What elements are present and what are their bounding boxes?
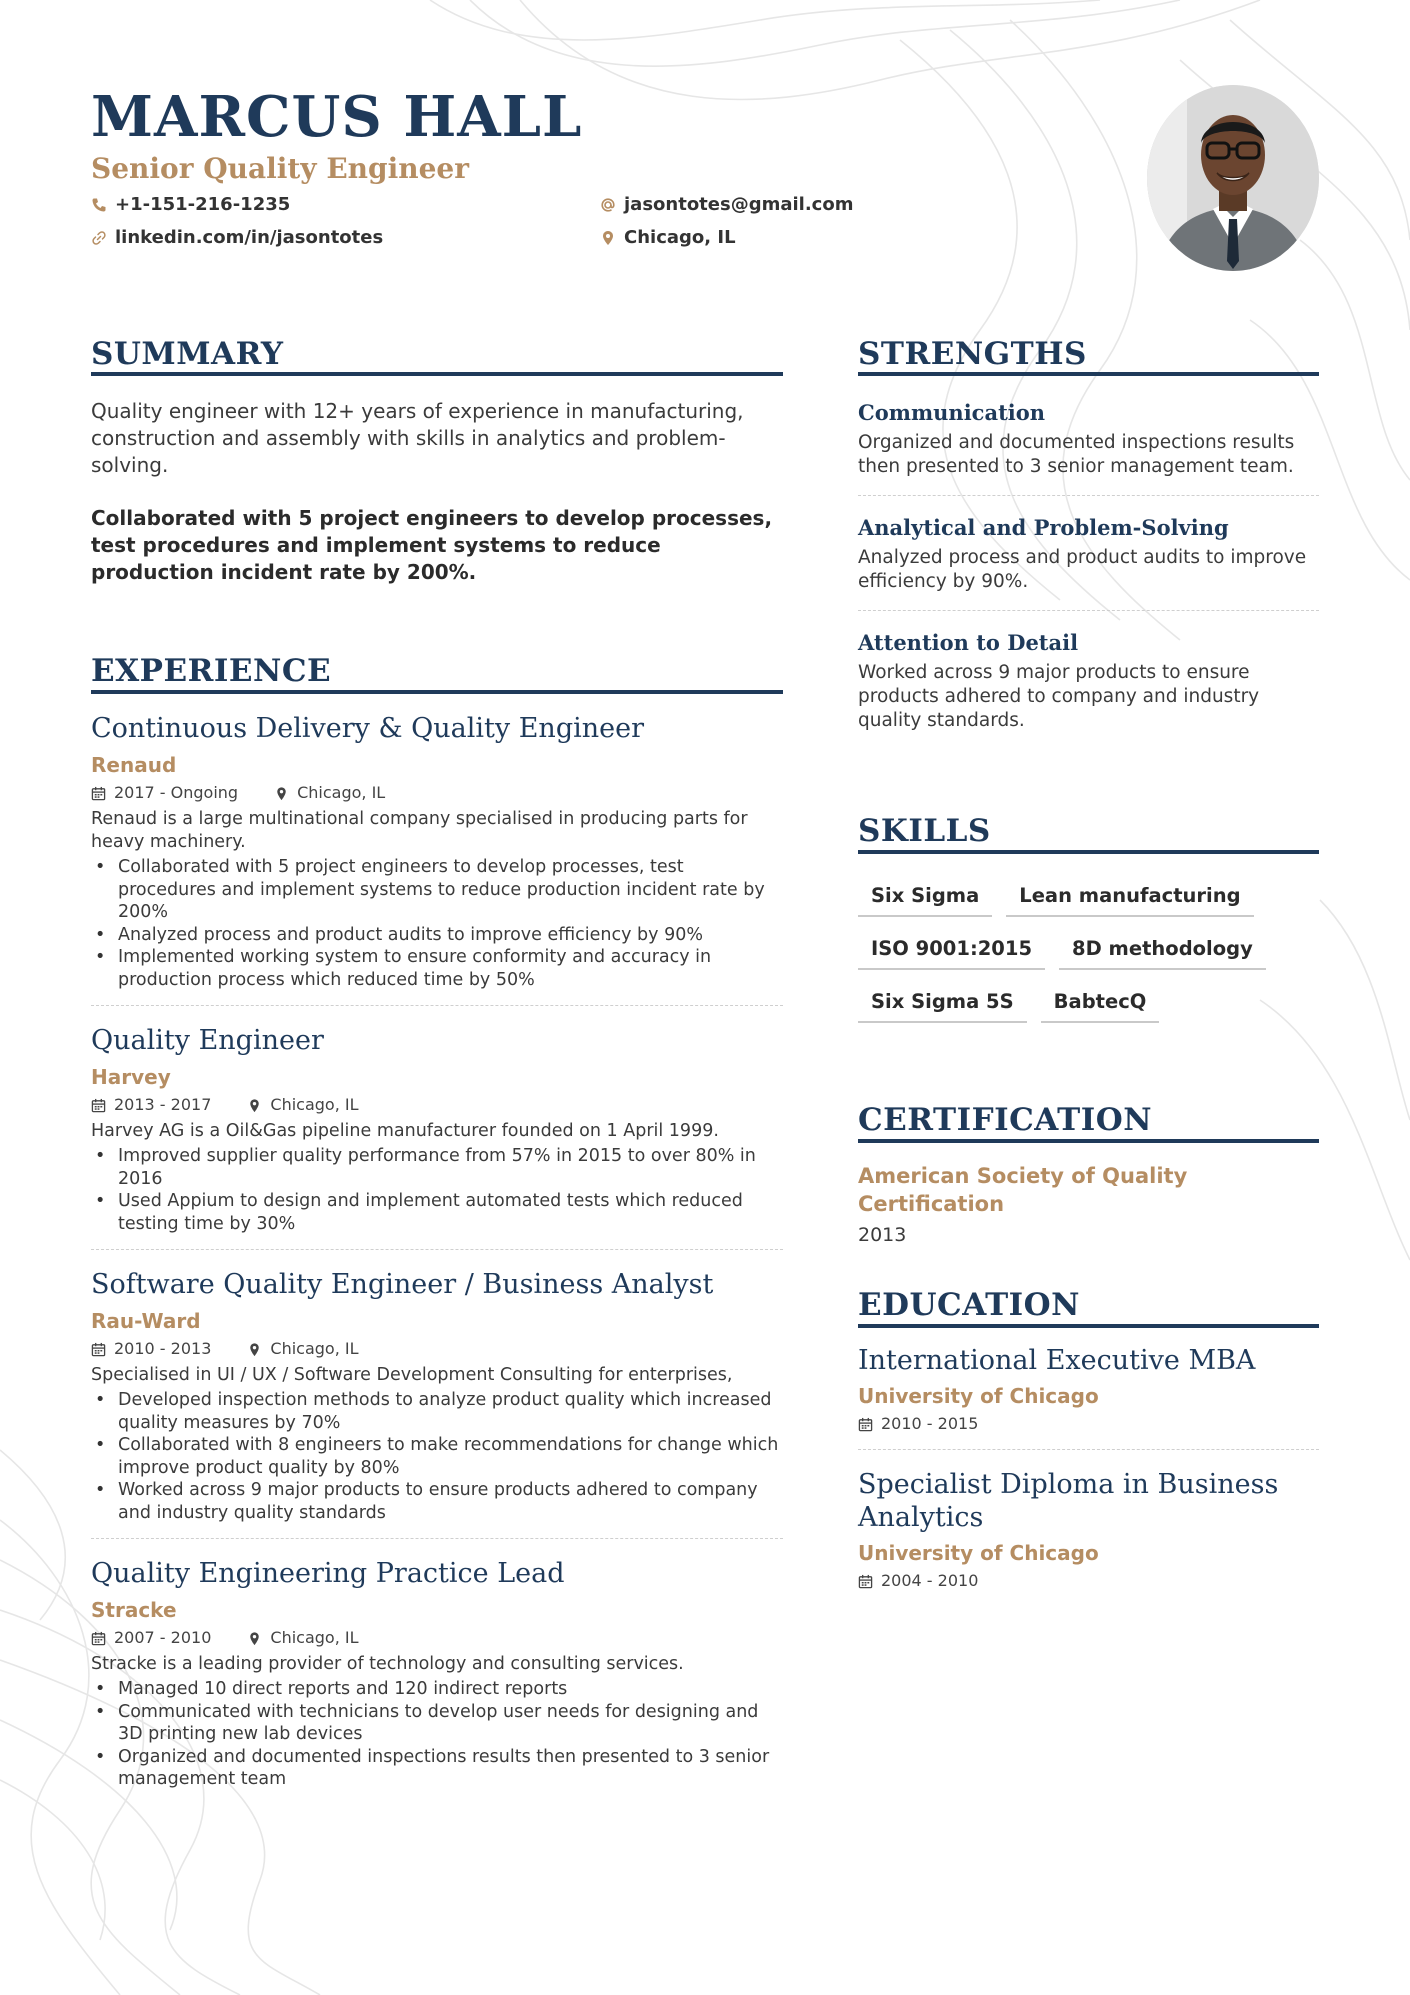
job-bullets <box>91 1145 783 1235</box>
job-description: Renaud is a large multinational company specialised in producing parts for heavy machinery. <box>91 809 748 852</box>
job-location: Chicago, IL <box>270 1095 359 1114</box>
job-dates: 2013 - 2017 <box>114 1095 212 1114</box>
skill-tag: BabtecQ <box>1041 990 1160 1023</box>
skill-tag: Lean manufacturing <box>1006 884 1253 917</box>
education-dates: 2010 - 2015 <box>881 1414 979 1433</box>
experience-item <box>91 1268 783 1539</box>
experience-heading: EXPERIENCE <box>91 653 332 689</box>
at-icon <box>600 197 616 213</box>
candidate-title: Senior Quality Engineer <box>91 152 469 185</box>
job-title: Continuous Delivery & Quality Engineer <box>91 713 644 744</box>
job-company: Stracke <box>91 1598 177 1622</box>
job-company: Harvey <box>91 1065 171 1089</box>
phone-text: +1-151-216-1235 <box>115 194 291 215</box>
strength-item <box>858 399 1319 496</box>
job-location: Chicago, IL <box>297 783 386 802</box>
job-company: Rau-Ward <box>91 1309 201 1333</box>
education-school: University of Chicago <box>858 1384 1099 1408</box>
experience-bullet: • Developed inspection methods to analyze product quality which increased quality measures by 70% <box>91 1389 783 1434</box>
job-description: Harvey AG is a Oil&Gas pipeline manufacturer founded on 1 April 1999. <box>91 1121 719 1141</box>
experience-bullet: • Collaborated with 8 engineers to make recommendations for change which improve product quality by 80% <box>91 1434 783 1479</box>
certification-rule <box>858 1139 1319 1143</box>
job-meta <box>91 1627 783 1649</box>
summary-rule <box>91 372 783 376</box>
job-meta <box>91 782 783 804</box>
education-degree: International Executive MBA <box>858 1345 1256 1376</box>
skill-tag: Six Sigma 5S <box>858 990 1027 1023</box>
calendar-icon <box>91 786 106 801</box>
job-location: Chicago, IL <box>270 1628 359 1647</box>
experience-item <box>91 712 783 1006</box>
skill-tag: Six Sigma <box>858 884 992 917</box>
job-title: Quality Engineer <box>91 1025 324 1056</box>
strength-title: Communication <box>858 400 1046 425</box>
link-icon <box>91 230 107 246</box>
education-heading: EDUCATION <box>858 1287 1080 1323</box>
skills-section <box>858 884 1319 1023</box>
skill-tag: ISO 9001:2015 <box>858 937 1045 970</box>
location-pin-icon <box>247 1342 262 1357</box>
experience-list <box>91 712 783 1805</box>
job-title: Quality Engineering Practice Lead <box>91 1558 565 1589</box>
skills-list <box>858 884 1319 1023</box>
location-pin-icon <box>274 786 289 801</box>
contact-phone[interactable] <box>91 194 290 215</box>
certification-title: American Society of Quality Certification <box>858 1164 1188 1216</box>
job-description: Specialised in UI / UX / Software Development Consulting for enterprises, <box>91 1365 733 1385</box>
job-dates: 2010 - 2013 <box>114 1339 212 1358</box>
contact-linkedin[interactable] <box>91 227 383 248</box>
location-pin-icon <box>247 1631 262 1646</box>
education-section <box>858 1344 1319 1624</box>
experience-bullet: • Organized and documented inspections results then presented to 3 senior management team <box>91 1746 783 1791</box>
experience-bullet: • Used Appium to design and implement automated tests which reduced testing time by 30% <box>91 1190 783 1235</box>
profile-portrait-illustration <box>1147 85 1319 271</box>
job-dates: 2017 - Ongoing <box>114 783 239 802</box>
summary-text: Quality engineer with 12+ years of experience in manufacturing, construction and assembly with skills in analytics and problem-solving. <box>91 399 744 477</box>
education-dates: 2004 - 2010 <box>881 1571 979 1590</box>
strength-item <box>858 629 1319 749</box>
job-bullets <box>91 1678 783 1791</box>
strength-description: Worked across 9 major products to ensure products adhered to company and industry quality standards. <box>858 662 1260 731</box>
skills-heading: SKILLS <box>858 813 991 849</box>
job-meta <box>91 1338 783 1360</box>
location-pin-icon <box>247 1098 262 1113</box>
education-meta <box>858 1570 1319 1592</box>
education-degree: Specialist Diploma in Business Analytics <box>858 1469 1279 1533</box>
location-pin-icon <box>600 230 616 246</box>
email-text: jasontotes@gmail.com <box>624 194 854 215</box>
contact-location <box>600 227 736 248</box>
candidate-name: MARCUS HALL <box>91 84 583 150</box>
job-description: Stracke is a leading provider of technology and consulting services. <box>91 1654 684 1674</box>
summary-section <box>91 398 783 586</box>
job-bullets <box>91 1389 783 1524</box>
job-dates: 2007 - 2010 <box>114 1628 212 1647</box>
experience-bullet: • Implemented working system to ensure conformity and accuracy in production process which reduced time by 50% <box>91 946 783 991</box>
contact-email[interactable] <box>600 194 853 215</box>
education-rule <box>858 1324 1319 1328</box>
experience-bullet: • Worked across 9 major products to ensure products adhered to company and industry quality standards <box>91 1479 783 1524</box>
summary-heading: SUMMARY <box>91 336 284 372</box>
strengths-section <box>858 399 1319 767</box>
calendar-icon <box>91 1631 106 1646</box>
certification-heading: CERTIFICATION <box>858 1102 1153 1138</box>
experience-item <box>91 1557 783 1805</box>
calendar-icon <box>91 1342 106 1357</box>
calendar-icon <box>858 1574 873 1589</box>
strength-item <box>858 514 1319 611</box>
calendar-icon <box>858 1417 873 1432</box>
strength-description: Analyzed process and product audits to improve efficiency by 90%. <box>858 547 1307 592</box>
experience-section <box>91 712 783 1823</box>
summary-highlight: Collaborated with 5 project engineers to develop processes, test procedures and implement systems to reduce production incident rate by 200%. <box>91 506 773 584</box>
strengths-list <box>858 399 1319 749</box>
experience-bullet: • Collaborated with 5 project engineers to develop processes, test procedures and implement systems to reduce production incident rate by 200% <box>91 856 783 924</box>
phone-icon <box>91 197 107 213</box>
certification-section <box>858 1162 1319 1246</box>
education-item <box>858 1344 1319 1450</box>
location-text: Chicago, IL <box>624 227 736 248</box>
job-company: Renaud <box>91 753 177 777</box>
experience-rule <box>91 690 783 694</box>
job-title: Software Quality Engineer / Business Analyst <box>91 1269 714 1300</box>
job-meta <box>91 1094 783 1116</box>
profile-photo <box>1147 85 1319 271</box>
education-meta <box>858 1413 1319 1435</box>
strengths-rule <box>858 372 1319 376</box>
strength-title: Analytical and Problem-Solving <box>858 515 1229 540</box>
strength-title: Attention to Detail <box>858 630 1079 655</box>
job-bullets <box>91 856 783 991</box>
skill-tag: 8D methodology <box>1059 937 1266 970</box>
skills-rule <box>858 850 1319 854</box>
experience-bullet: • Communicated with technicians to develop user needs for designing and 3D printing new lab devices <box>91 1701 783 1746</box>
experience-bullet: • Managed 10 direct reports and 120 indirect reports <box>91 1678 783 1701</box>
education-school: University of Chicago <box>858 1541 1099 1565</box>
experience-bullet: • Improved supplier quality performance from 57% in 2015 to over 80% in 2016 <box>91 1145 783 1190</box>
linkedin-text: linkedin.com/in/jasontotes <box>115 227 384 248</box>
strengths-heading: STRENGTHS <box>858 336 1087 372</box>
experience-bullet: • Analyzed process and product audits to improve efficiency by 90% <box>91 924 783 947</box>
calendar-icon <box>91 1098 106 1113</box>
job-location: Chicago, IL <box>270 1339 359 1358</box>
education-list <box>858 1344 1319 1606</box>
certification-year: 2013 <box>858 1224 907 1246</box>
experience-item <box>91 1024 783 1250</box>
strength-description: Organized and documented inspections results then presented to 3 senior management team. <box>858 432 1295 477</box>
education-item <box>858 1468 1319 1606</box>
